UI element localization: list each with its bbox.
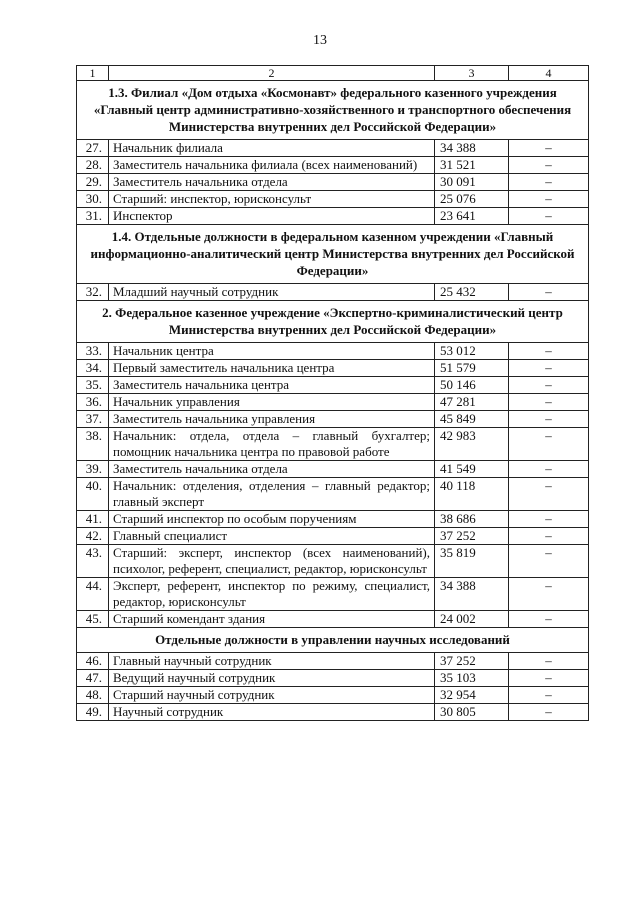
row-number: 42. [77,528,109,545]
position-title: Заместитель начальника отдела [109,174,435,191]
section-title: 1.4. Отдельные должности в федеральном казенном учреждении «Главный информационно-аналитический центр Министерства внутренних дел Российской Федерации» [77,225,589,284]
position-title: Инспектор [109,208,435,225]
table-row [77,461,589,478]
table-row [77,611,589,628]
table-body [77,66,589,721]
row-number: 49. [77,704,109,721]
table-row [77,208,589,225]
column-4-value: – [509,394,589,411]
table-row [77,411,589,428]
column-4-value: – [509,428,589,461]
position-title: Начальник управления [109,394,435,411]
row-number: 29. [77,174,109,191]
section-title: Отдельные должности в управлении научных исследований [77,628,589,653]
salary-table [76,65,589,721]
table-row [77,394,589,411]
position-title: Главный специалист [109,528,435,545]
position-title: Эксперт, референт, инспектор по режиму, специалист, редактор, юрисконсульт [109,578,435,611]
row-number: 28. [77,157,109,174]
salary-value: 50 146 [435,377,509,394]
position-title: Первый заместитель начальника центра [109,360,435,377]
salary-value: 30 091 [435,174,509,191]
salary-value: 35 819 [435,545,509,578]
column-4-value: – [509,191,589,208]
salary-value: 31 521 [435,157,509,174]
table-row [77,343,589,360]
column-4-value: – [509,461,589,478]
salary-value: 42 983 [435,428,509,461]
position-title: Заместитель начальника управления [109,411,435,428]
column-4-value: – [509,360,589,377]
position-title: Старший научный сотрудник [109,687,435,704]
salary-value: 53 012 [435,343,509,360]
position-title: Научный сотрудник [109,704,435,721]
table-row [77,140,589,157]
salary-value: 32 954 [435,687,509,704]
salary-value: 35 103 [435,670,509,687]
position-title: Заместитель начальника центра [109,377,435,394]
position-title: Ведущий научный сотрудник [109,670,435,687]
row-number: 38. [77,428,109,461]
position-title: Начальник филиала [109,140,435,157]
position-title: Заместитель начальника филиала (всех наименований) [109,157,435,174]
column-4-value: – [509,653,589,670]
section-header-row [77,225,589,284]
salary-value: 34 388 [435,578,509,611]
salary-value: 25 076 [435,191,509,208]
section-header-row [77,81,589,140]
column-4-value: – [509,704,589,721]
table-row [77,174,589,191]
salary-value: 47 281 [435,394,509,411]
row-number: 34. [77,360,109,377]
salary-value: 34 388 [435,140,509,157]
row-number: 31. [77,208,109,225]
salary-value: 45 849 [435,411,509,428]
salary-value: 40 118 [435,478,509,511]
section-title: 2. Федеральное казенное учреждение «Экспертно-криминалистический центр Министерства внутренних дел Российской Федерации» [77,301,589,343]
salary-value: 25 432 [435,284,509,301]
column-header-2: 2 [109,66,435,81]
table-row [77,360,589,377]
row-number: 40. [77,478,109,511]
position-title: Старший: эксперт, инспектор (всех наименований), психолог, референт, специалист, редактор, юрисконсульт [109,545,435,578]
row-number: 30. [77,191,109,208]
column-4-value: – [509,687,589,704]
column-4-value: – [509,511,589,528]
position-title: Начальник центра [109,343,435,360]
column-4-value: – [509,157,589,174]
table-row [77,284,589,301]
salary-value: 38 686 [435,511,509,528]
column-4-value: – [509,611,589,628]
column-header-3: 3 [435,66,509,81]
column-4-value: – [509,343,589,360]
position-title: Главный научный сотрудник [109,653,435,670]
column-4-value: – [509,670,589,687]
table-row [77,191,589,208]
position-title: Старший комендант здания [109,611,435,628]
row-number: 37. [77,411,109,428]
column-header-4: 4 [509,66,589,81]
row-number: 48. [77,687,109,704]
section-header-row [77,628,589,653]
column-4-value: – [509,545,589,578]
table-row [77,704,589,721]
position-title: Начальник: отделения, отделения – главный редактор; главный эксперт [109,478,435,511]
section-header-row [77,301,589,343]
table-row [77,478,589,511]
row-number: 47. [77,670,109,687]
table-row [77,157,589,174]
position-title: Старший: инспектор, юрисконсульт [109,191,435,208]
page-number: 13 [313,33,327,48]
column-header-row [77,66,589,81]
table-row [77,377,589,394]
row-number: 43. [77,545,109,578]
salary-value: 41 549 [435,461,509,478]
table-row [77,578,589,611]
position-title: Младший научный сотрудник [109,284,435,301]
position-title: Старший инспектор по особым поручениям [109,511,435,528]
table-row [77,670,589,687]
row-number: 44. [77,578,109,611]
column-4-value: – [509,377,589,394]
row-number: 32. [77,284,109,301]
salary-value: 24 002 [435,611,509,628]
salary-value: 30 805 [435,704,509,721]
row-number: 39. [77,461,109,478]
column-header-1: 1 [77,66,109,81]
table-row [77,428,589,461]
salary-value: 37 252 [435,653,509,670]
column-4-value: – [509,284,589,301]
table-row [77,687,589,704]
salary-value: 23 641 [435,208,509,225]
column-4-value: – [509,140,589,157]
salary-value: 37 252 [435,528,509,545]
column-4-value: – [509,478,589,511]
table-row [77,653,589,670]
column-4-value: – [509,411,589,428]
column-4-value: – [509,208,589,225]
column-4-value: – [509,528,589,545]
position-title: Начальник: отдела, отдела – главный бухгалтер; помощник начальника центра по правовой работе [109,428,435,461]
row-number: 33. [77,343,109,360]
table-row [77,545,589,578]
column-4-value: – [509,578,589,611]
position-title: Заместитель начальника отдела [109,461,435,478]
row-number: 36. [77,394,109,411]
row-number: 45. [77,611,109,628]
row-number: 41. [77,511,109,528]
table-row [77,511,589,528]
salary-value: 51 579 [435,360,509,377]
row-number: 27. [77,140,109,157]
table-row [77,528,589,545]
row-number: 35. [77,377,109,394]
column-4-value: – [509,174,589,191]
section-title: 1.3. Филиал «Дом отдыха «Космонавт» федерального казенного учреждения «Главный центр административно-хозяйственного и транспортного обеспечения Министерства внутренних дел Российской Федерации» [77,81,589,140]
row-number: 46. [77,653,109,670]
